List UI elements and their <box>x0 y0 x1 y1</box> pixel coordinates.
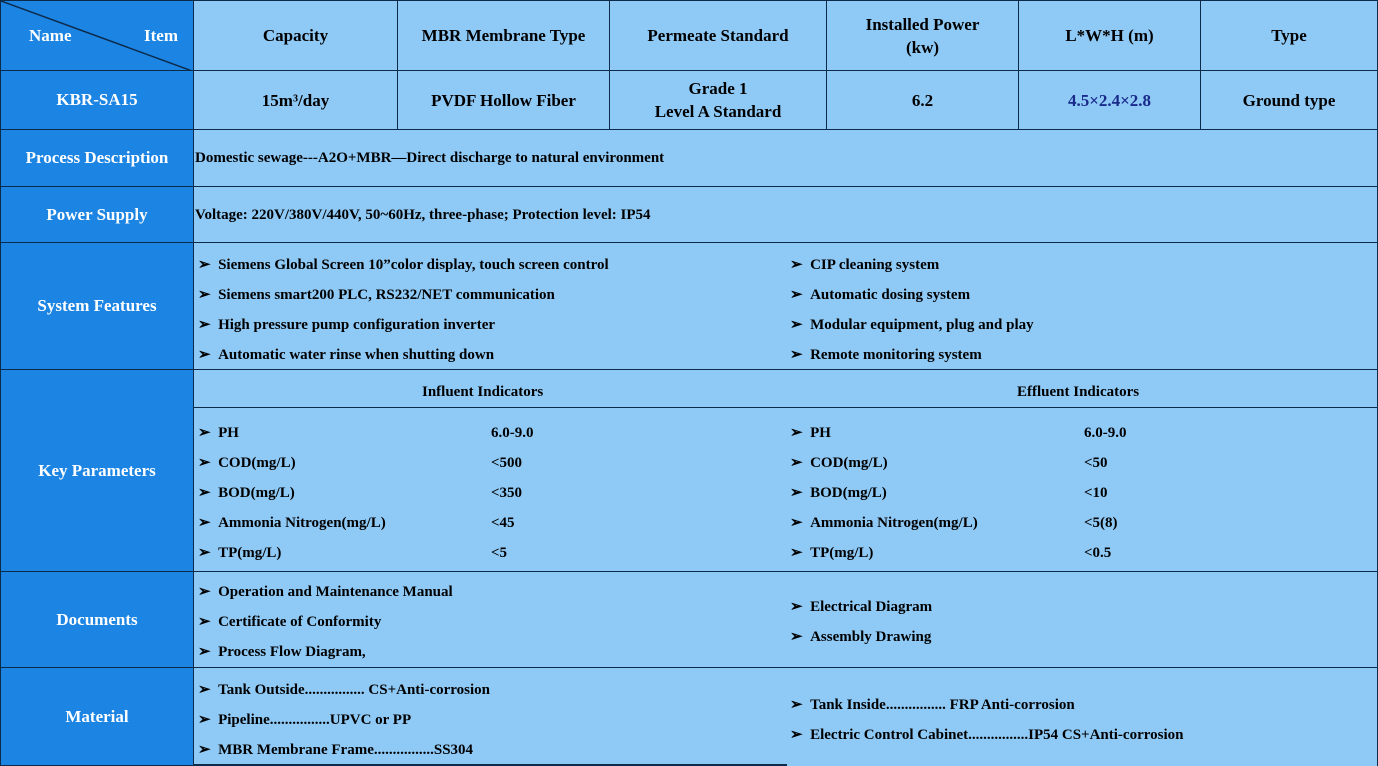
document-item: ➢ Assembly Drawing <box>790 629 932 645</box>
header-dimensions: L*W*H (m) <box>1018 0 1201 71</box>
bullet-arrow-icon: ➢ <box>790 545 803 561</box>
influent-value: <5 <box>491 545 508 561</box>
effluent-row: ➢ TP(mg/L) <box>790 545 874 561</box>
material-item: ➢ Pipeline................UPVC or PP <box>198 712 412 728</box>
effluent-row: ➢ Ammonia Nitrogen(mg/L) <box>790 515 978 531</box>
effluent-row: ➢ BOD(mg/L) <box>790 485 887 501</box>
name-label: Name <box>29 26 72 45</box>
influent-row: ➢ Ammonia Nitrogen(mg/L) <box>198 515 386 531</box>
influent-title: Influent Indicators <box>422 384 544 400</box>
bullet-arrow-icon: ➢ <box>198 712 211 728</box>
bullet-arrow-icon: ➢ <box>790 515 803 531</box>
document-item: ➢ Electrical Diagram <box>790 599 933 615</box>
effluent-row: ➢ PH <box>790 425 831 441</box>
effluent-value: 6.0-9.0 <box>1084 425 1127 441</box>
bullet-arrow-icon: ➢ <box>198 545 211 561</box>
bullet-arrow-icon: ➢ <box>198 257 211 273</box>
process-text: Domestic sewage---A2O+MBR—Direct discharge to natural environment <box>195 150 665 166</box>
bullet-arrow-icon: ➢ <box>790 455 803 471</box>
bullet-arrow-icon: ➢ <box>790 727 803 743</box>
bullet-arrow-icon: ➢ <box>198 644 211 660</box>
bullet-arrow-icon: ➢ <box>790 485 803 501</box>
features-band <box>193 242 1378 370</box>
bullet-arrow-icon: ➢ <box>198 455 211 471</box>
influent-value: <45 <box>491 515 515 531</box>
effluent-value: <50 <box>1084 455 1108 471</box>
bullet-arrow-icon: ➢ <box>790 287 803 303</box>
bullet-arrow-icon: ➢ <box>198 287 211 303</box>
bullet-arrow-icon: ➢ <box>198 614 211 630</box>
material-item: ➢ Tank Outside................ CS+Anti-corrosion <box>198 682 491 698</box>
power-value: 6.2 <box>826 70 1019 130</box>
document-item: ➢ Operation and Maintenance Manual <box>198 584 453 600</box>
feature-item: ➢ Modular equipment, plug and play <box>790 317 1034 333</box>
effluent-row: ➢ COD(mg/L) <box>790 455 888 471</box>
bullet-arrow-icon: ➢ <box>198 425 211 441</box>
influent-row: ➢ PH <box>198 425 239 441</box>
bullet-arrow-icon: ➢ <box>198 584 211 600</box>
bullet-arrow-icon: ➢ <box>790 599 803 615</box>
parameters-label-cell: Key Parameters <box>0 369 194 572</box>
documents-label-cell: Documents <box>0 571 194 668</box>
parameters-values-band <box>193 407 1378 572</box>
material-item: ➢ Electric Control Cabinet................IP54 CS+Anti-corrosion <box>790 727 1184 743</box>
process-band <box>193 129 1378 187</box>
document-item: ➢ Process Flow Diagram, <box>198 644 366 660</box>
documents-band <box>193 571 1378 668</box>
bullet-arrow-icon: ➢ <box>790 347 803 363</box>
influent-row: ➢ TP(mg/L) <box>198 545 282 561</box>
header-membrane-type: MBR Membrane Type <box>397 0 610 71</box>
header-installed-power: Installed Power (kw) <box>826 0 1019 71</box>
type-value: Ground type <box>1200 70 1378 130</box>
influent-row: ➢ BOD(mg/L) <box>198 485 295 501</box>
process-label-cell: Process Description <box>0 129 194 187</box>
effluent-title: Effluent Indicators <box>1017 384 1140 400</box>
influent-row: ➢ COD(mg/L) <box>198 455 296 471</box>
parameters-title-band <box>193 369 1378 408</box>
feature-item: ➢ High pressure pump configuration inverter <box>198 317 496 333</box>
bullet-arrow-icon: ➢ <box>790 425 803 441</box>
dimensions-value: 4.5×2.4×2.8 <box>1018 70 1201 130</box>
material-item: ➢ MBR Membrane Frame................SS304 <box>198 742 474 758</box>
bullet-arrow-icon: ➢ <box>198 515 211 531</box>
feature-item: ➢ Siemens Global Screen 10”color display, touch screen control <box>198 257 609 273</box>
effluent-value: <0.5 <box>1084 545 1112 561</box>
influent-value: <500 <box>491 455 523 471</box>
material-label-cell: Material <box>0 667 194 766</box>
bullet-arrow-icon: ➢ <box>198 485 211 501</box>
power-supply-band <box>193 186 1378 243</box>
capacity-value: 15m³/day <box>193 70 398 130</box>
model-name-cell: KBR-SA15 <box>0 70 194 130</box>
document-item: ➢ Certificate of Conformity <box>198 614 382 630</box>
bullet-arrow-icon: ➢ <box>790 629 803 645</box>
header-type: Type <box>1200 0 1378 71</box>
material-item: ➢ Tank Inside................ FRP Anti-corrosion <box>790 697 1075 713</box>
bullet-arrow-icon: ➢ <box>790 257 803 273</box>
feature-item: ➢ CIP cleaning system <box>790 257 940 273</box>
bullet-arrow-icon: ➢ <box>198 317 211 333</box>
power-supply-label-cell: Power Supply <box>0 186 194 243</box>
influent-value: 6.0-9.0 <box>491 425 534 441</box>
feature-item: ➢ Automatic water rinse when shutting down <box>198 347 495 363</box>
bullet-arrow-icon: ➢ <box>790 697 803 713</box>
bullet-arrow-icon: ➢ <box>198 742 211 758</box>
header-permeate-standard: Permeate Standard <box>609 0 827 71</box>
name-item-corner-cell <box>0 0 194 71</box>
bullet-arrow-icon: ➢ <box>198 682 211 698</box>
item-label: Item <box>144 26 178 45</box>
features-label-cell: System Features <box>0 242 194 370</box>
power-supply-text: Voltage: 220V/380V/440V, 50~60Hz, three-phase; Protection level: IP54 <box>195 207 651 223</box>
feature-item: ➢ Remote monitoring system <box>790 347 982 363</box>
feature-item: ➢ Siemens smart200 PLC, RS232/NET communication <box>198 287 555 303</box>
bullet-arrow-icon: ➢ <box>198 347 211 363</box>
header-capacity: Capacity <box>193 0 398 71</box>
membrane-value: PVDF Hollow Fiber <box>397 70 610 130</box>
influent-value: <350 <box>491 485 523 501</box>
bullet-arrow-icon: ➢ <box>790 317 803 333</box>
material-band <box>193 667 1378 766</box>
effluent-value: <5(8) <box>1084 515 1118 531</box>
effluent-value: <10 <box>1084 485 1108 501</box>
feature-item: ➢ Automatic dosing system <box>790 287 971 303</box>
permeate-value: Grade 1 Level A Standard <box>609 70 827 130</box>
